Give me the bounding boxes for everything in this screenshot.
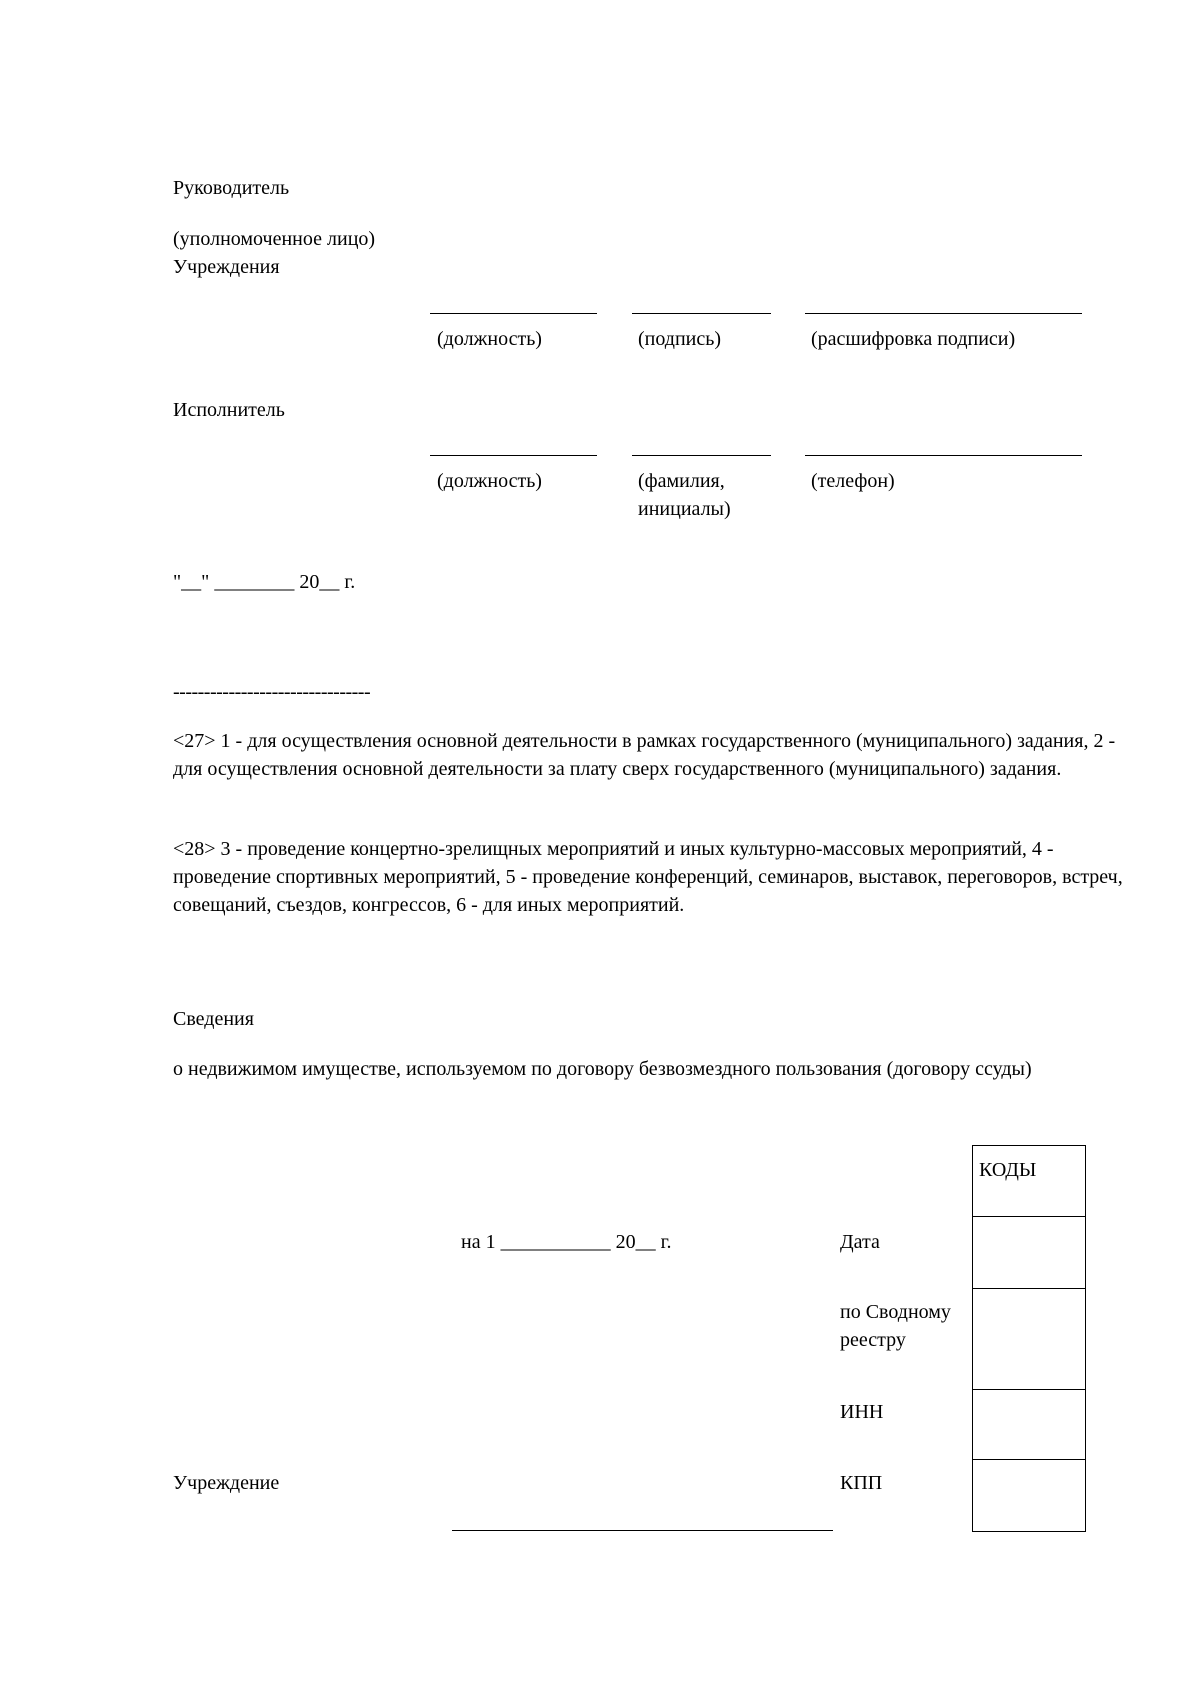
executor-position-line	[430, 455, 597, 456]
form-subtitle: о недвижимом имуществе, используемом по договору безвозмездного пользования (договору ссуды)	[173, 1058, 1032, 1080]
head-signature-line	[632, 313, 771, 314]
executor-name-line	[632, 455, 771, 456]
footnote-28: <28> 3 - проведение концертно-зрелищных мероприятий и иных культурно-массовых мероприятий, 4 - проведение спортивных мероприятий, 5 - проведение конференций, семинаров, выставок, переговоров, встреч, совещаний, съездов, конгрессов, 6 - для иных мероприятий.	[173, 838, 1123, 916]
executor-name-caption: (фамилия, инициалы)	[638, 470, 731, 520]
codes-header: КОДЫ	[979, 1159, 1037, 1181]
footnote-separator: --------------------------------	[173, 681, 371, 703]
codes-table	[972, 1145, 1086, 1532]
executor-phone-line	[805, 455, 1082, 456]
code-label-kpp: КПП	[840, 1472, 883, 1494]
code-cell-date[interactable]	[973, 1216, 1085, 1288]
authorized-person-label: (уполномоченное лицо)	[173, 228, 376, 250]
code-label-date: Дата	[840, 1231, 880, 1253]
head-position-line	[430, 313, 597, 314]
head-label: Руководитель	[173, 177, 290, 199]
institution-name-line	[452, 1530, 833, 1531]
institution-genitive-label: Учреждения	[173, 256, 280, 278]
as-of-date: на 1 ___________ 20__ г.	[461, 1231, 672, 1253]
form-title: Сведения	[173, 1008, 254, 1030]
executor-position-caption: (должность)	[437, 470, 542, 492]
head-decoding-caption: (расшифровка подписи)	[811, 328, 1016, 350]
date-line: "__" ________ 20__ г.	[173, 571, 356, 593]
executor-phone-caption: (телефон)	[811, 470, 895, 492]
executor-label: Исполнитель	[173, 399, 285, 421]
code-cell-registry[interactable]	[973, 1288, 1085, 1389]
code-label-registry: по Сводному реестру	[840, 1301, 951, 1351]
head-signature-caption: (подпись)	[638, 328, 722, 350]
institution-label: Учреждение	[173, 1472, 280, 1494]
footnote-27: <27> 1 - для осуществления основной деятельности в рамках государственного (муниципального) задания, 2 - для осуществления основной деятельности за плату сверх государственного (муниципального) задания.	[173, 730, 1116, 780]
head-position-caption: (должность)	[437, 328, 542, 350]
code-label-inn: ИНН	[840, 1401, 884, 1423]
code-cell-kpp[interactable]	[973, 1459, 1085, 1531]
head-decoding-line	[805, 313, 1082, 314]
code-cell-inn[interactable]	[973, 1389, 1085, 1459]
